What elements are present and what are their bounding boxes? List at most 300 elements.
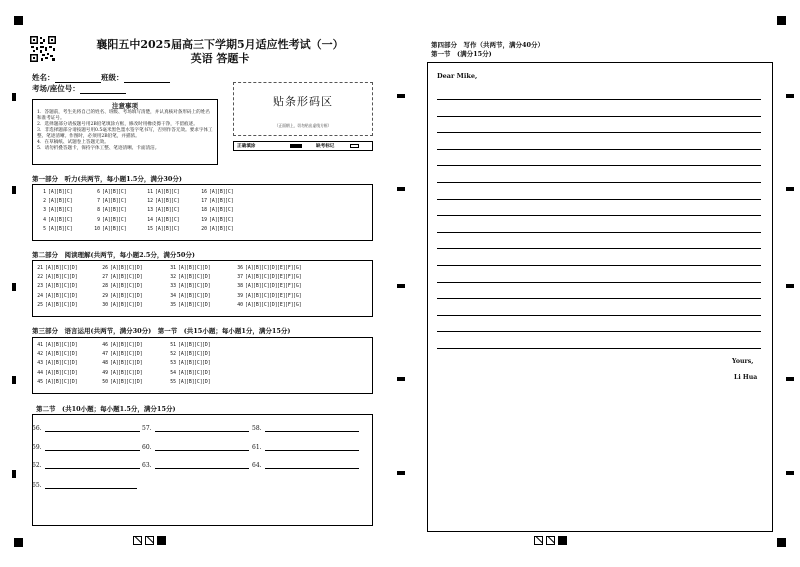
option-bubble[interactable]: [C]: [61, 352, 70, 358]
option-bubble[interactable]: [A]: [245, 293, 254, 299]
option-bubble[interactable]: [A]: [48, 208, 57, 214]
option-bubble[interactable]: [A]: [110, 275, 119, 281]
item-number: 65.: [32, 482, 42, 489]
option-bubble[interactable]: [B]: [53, 352, 62, 358]
option-bubble[interactable]: [C]: [64, 190, 73, 196]
option-bubble[interactable]: [A]: [178, 343, 187, 349]
option-bubble[interactable]: [A]: [45, 379, 54, 385]
option-bubble[interactable]: [A]: [110, 293, 119, 299]
option-bubble[interactable]: [D]: [269, 293, 278, 299]
option-bubble[interactable]: [G]: [293, 284, 302, 290]
option-bubble[interactable]: [B]: [186, 302, 195, 308]
option-bubble[interactable]: [A]: [45, 343, 54, 349]
question-row: [98, 301, 142, 310]
notice-line: 1．答题前，考生先将自己的姓名、班级、考场填写清楚，并认真核对条形码上的姓名和准考证号。: [37, 110, 210, 121]
option-bubble[interactable]: [B]: [53, 343, 62, 349]
option-bubble[interactable]: [E]: [277, 275, 286, 281]
option-bubble[interactable]: [C]: [118, 190, 127, 196]
option-bubble[interactable]: [A]: [155, 226, 164, 232]
answer-line-65[interactable]: [32, 481, 137, 489]
option-bubble[interactable]: [C]: [171, 199, 180, 205]
option-bubble[interactable]: [A]: [45, 370, 54, 376]
option-bubble[interactable]: [A]: [45, 352, 54, 358]
title-line-1: 襄阳五中2025届高三下学期5月适应性考试（一）: [96, 38, 344, 51]
option-bubble[interactable]: [C]: [225, 208, 234, 214]
part4-heading: 第四部分 写作（共两节，满分40分）: [431, 41, 545, 49]
option-bubble[interactable]: [A]: [48, 199, 57, 205]
option-bubble[interactable]: [D]: [269, 266, 278, 272]
option-bubble[interactable]: [G]: [293, 266, 302, 272]
option-bubble[interactable]: [B]: [56, 199, 65, 205]
option-bubble[interactable]: [D]: [134, 266, 143, 272]
option-bubble[interactable]: [B]: [186, 379, 195, 385]
option-bubble[interactable]: [D]: [269, 284, 278, 290]
writing-line: [437, 132, 761, 133]
option-bubble[interactable]: [C]: [61, 302, 70, 308]
option-bubble[interactable]: [B]: [118, 352, 127, 358]
option-bubble[interactable]: [B]: [53, 275, 62, 281]
option-bubble[interactable]: [A]: [178, 379, 187, 385]
question-row: [36, 216, 72, 225]
option-bubble[interactable]: [C]: [61, 275, 70, 281]
notice-heading: 注意事项: [112, 102, 138, 110]
option-bubble[interactable]: [F]: [285, 284, 294, 290]
option-bubble[interactable]: [A]: [245, 302, 254, 308]
barcode-sub: （正面朝上，切勿贴出虚线方框）: [274, 123, 332, 128]
option-bubble[interactable]: [B]: [118, 275, 127, 281]
option-bubble[interactable]: [A]: [45, 302, 54, 308]
option-bubble[interactable]: [A]: [209, 208, 218, 214]
option-bubble[interactable]: [A]: [209, 199, 218, 205]
option-bubble[interactable]: [C]: [61, 370, 70, 376]
option-bubble[interactable]: [C]: [261, 266, 270, 272]
option-bubble[interactable]: [D]: [69, 266, 78, 272]
option-bubble[interactable]: [B]: [186, 370, 195, 376]
option-bubble[interactable]: [B]: [53, 284, 62, 290]
option-bubble[interactable]: [E]: [277, 302, 286, 308]
option-bubble[interactable]: [F]: [285, 302, 294, 308]
option-bubble[interactable]: [C]: [61, 293, 70, 299]
item-number: 56.: [32, 425, 42, 432]
question-number: 36: [237, 266, 243, 272]
option-bubble[interactable]: [A]: [45, 275, 54, 281]
question-number: 25: [37, 302, 43, 308]
question-number: 54: [170, 370, 176, 376]
option-bubble[interactable]: [D]: [69, 275, 78, 281]
writing-line: [437, 165, 761, 166]
option-bubble[interactable]: [C]: [126, 302, 135, 308]
option-bubble[interactable]: [C]: [171, 226, 180, 232]
option-bubble[interactable]: [C]: [126, 293, 135, 299]
edge-mark: [397, 94, 405, 98]
option-bubble[interactable]: [B]: [253, 293, 262, 299]
option-bubble[interactable]: [D]: [69, 370, 78, 376]
option-bubble[interactable]: [D]: [202, 302, 211, 308]
question-row: [143, 216, 179, 225]
option-bubble[interactable]: [A]: [48, 226, 57, 232]
question-row: [33, 264, 77, 273]
option-bubble[interactable]: [A]: [45, 266, 54, 272]
question-row: [166, 350, 210, 359]
option-bubble[interactable]: [A]: [178, 266, 187, 272]
option-bubble[interactable]: [B]: [53, 266, 62, 272]
option-bubble[interactable]: [B]: [163, 190, 172, 196]
option-bubble[interactable]: [B]: [53, 302, 62, 308]
corner-mark-top-right: [777, 16, 786, 25]
notice-line: 5．请勿折叠答题卡，保持字体工整、笔迹清晰、卡面清洁。: [37, 146, 160, 151]
option-bubble[interactable]: [B]: [163, 208, 172, 214]
option-bubble[interactable]: [E]: [277, 293, 286, 299]
answer-line-60[interactable]: [142, 443, 249, 451]
question-row: [33, 341, 77, 350]
option-bubble[interactable]: [C]: [261, 275, 270, 281]
option-bubble[interactable]: [D]: [202, 275, 211, 281]
option-bubble[interactable]: [A]: [110, 302, 119, 308]
question-row: [33, 282, 77, 291]
option-bubble[interactable]: [A]: [45, 293, 54, 299]
option-bubble[interactable]: [A]: [110, 284, 119, 290]
qr-code-icon: [30, 36, 56, 62]
option-bubble[interactable]: [A]: [245, 275, 254, 281]
class-label: 班级：: [101, 73, 124, 82]
option-bubble[interactable]: [D]: [202, 352, 211, 358]
option-bubble[interactable]: [C]: [171, 217, 180, 223]
option-bubble[interactable]: [B]: [163, 226, 172, 232]
answer-line-56[interactable]: [32, 424, 140, 432]
option-bubble[interactable]: [D]: [69, 379, 78, 385]
correct-fill-sample: [290, 144, 302, 148]
option-bubble[interactable]: [B]: [217, 217, 226, 223]
part2-col: [33, 264, 77, 310]
option-bubble[interactable]: [B]: [53, 361, 62, 367]
question-number: 42: [37, 352, 43, 358]
option-bubble[interactable]: [G]: [293, 275, 302, 281]
option-bubble[interactable]: [C]: [225, 226, 234, 232]
option-bubble[interactable]: [C]: [126, 379, 135, 385]
option-bubble[interactable]: [D]: [202, 293, 211, 299]
option-bubble[interactable]: [B]: [56, 208, 65, 214]
option-bubble[interactable]: [C]: [126, 370, 135, 376]
timing-marks-left: [133, 536, 166, 545]
option-bubble[interactable]: [B]: [118, 379, 127, 385]
option-bubble[interactable]: [B]: [118, 343, 127, 349]
option-bubble[interactable]: [B]: [186, 266, 195, 272]
option-bubble[interactable]: [A]: [110, 352, 119, 358]
item-number: 60.: [142, 444, 152, 451]
option-bubble[interactable]: [B]: [53, 370, 62, 376]
answer-line-62[interactable]: [32, 461, 140, 469]
option-bubble[interactable]: [C]: [194, 370, 203, 376]
option-bubble[interactable]: [A]: [155, 190, 164, 196]
option-bubble[interactable]: [A]: [48, 190, 57, 196]
option-bubble[interactable]: [D]: [134, 352, 143, 358]
option-bubble[interactable]: [A]: [178, 352, 187, 358]
option-bubble[interactable]: [B]: [186, 361, 195, 367]
option-bubble[interactable]: [C]: [261, 293, 270, 299]
question-row: [33, 359, 77, 368]
part3-col: [166, 341, 210, 387]
option-bubble[interactable]: [D]: [134, 370, 143, 376]
option-bubble[interactable]: [D]: [269, 302, 278, 308]
question-number: 51: [170, 343, 176, 349]
option-bubble[interactable]: [E]: [277, 284, 286, 290]
option-bubble[interactable]: [C]: [225, 190, 234, 196]
answer-line-61[interactable]: [252, 443, 359, 451]
option-bubble[interactable]: [C]: [194, 343, 203, 349]
option-bubble[interactable]: [C]: [61, 266, 70, 272]
option-bubble[interactable]: [D]: [202, 284, 211, 290]
question-number: 5: [43, 226, 46, 232]
option-bubble[interactable]: [D]: [202, 370, 211, 376]
option-bubble[interactable]: [C]: [194, 266, 203, 272]
option-bubble[interactable]: [C]: [126, 266, 135, 272]
question-row: [36, 197, 72, 206]
option-bubble[interactable]: [B]: [253, 266, 262, 272]
question-row: [98, 292, 142, 301]
option-bubble[interactable]: [C]: [118, 217, 127, 223]
option-bubble[interactable]: [A]: [209, 217, 218, 223]
option-bubble[interactable]: [B]: [163, 199, 172, 205]
option-bubble[interactable]: [D]: [134, 343, 143, 349]
option-bubble[interactable]: [B]: [56, 226, 65, 232]
option-bubble[interactable]: [A]: [178, 293, 187, 299]
option-bubble[interactable]: [A]: [155, 217, 164, 223]
option-bubble[interactable]: [C]: [64, 199, 73, 205]
option-bubble[interactable]: [B]: [118, 361, 127, 367]
question-number: 53: [170, 361, 176, 367]
option-bubble[interactable]: [D]: [134, 361, 143, 367]
edge-mark: [786, 94, 794, 98]
option-bubble[interactable]: [D]: [134, 284, 143, 290]
option-bubble[interactable]: [C]: [126, 275, 135, 281]
option-bubble[interactable]: [C]: [194, 379, 203, 385]
option-bubble[interactable]: [B]: [186, 343, 195, 349]
writing-line: [437, 99, 761, 100]
option-bubble[interactable]: [A]: [48, 217, 57, 223]
option-bubble[interactable]: [C]: [261, 284, 270, 290]
option-bubble[interactable]: [B]: [253, 275, 262, 281]
question-number: 45: [37, 379, 43, 385]
option-bubble[interactable]: [F]: [285, 275, 294, 281]
question-row: [33, 273, 77, 282]
option-bubble[interactable]: [D]: [134, 302, 143, 308]
question-number: 29: [102, 293, 108, 299]
option-bubble[interactable]: [A]: [110, 343, 119, 349]
option-bubble[interactable]: [B]: [118, 370, 127, 376]
option-bubble[interactable]: [C]: [194, 361, 203, 367]
option-bubble[interactable]: [B]: [118, 302, 127, 308]
option-bubble[interactable]: [F]: [285, 293, 294, 299]
option-bubble[interactable]: [D]: [69, 352, 78, 358]
option-bubble[interactable]: [D]: [69, 343, 78, 349]
option-bubble[interactable]: [C]: [64, 226, 73, 232]
part1-col: [36, 188, 72, 234]
question-row: [166, 282, 210, 291]
option-bubble[interactable]: [B]: [110, 226, 119, 232]
option-bubble[interactable]: [A]: [245, 266, 254, 272]
option-bubble[interactable]: [B]: [53, 379, 62, 385]
option-bubble[interactable]: [C]: [194, 352, 203, 358]
option-bubble[interactable]: [A]: [110, 370, 119, 376]
closing: Yours,: [732, 358, 754, 365]
option-bubble[interactable]: [B]: [217, 199, 226, 205]
option-bubble[interactable]: [A]: [110, 379, 119, 385]
option-bubble[interactable]: [B]: [186, 293, 195, 299]
option-bubble[interactable]: [D]: [202, 266, 211, 272]
answer-line-63[interactable]: [142, 461, 249, 469]
question-row: [90, 197, 126, 206]
class-field[interactable]: [101, 72, 170, 83]
option-bubble[interactable]: [C]: [194, 284, 203, 290]
answer-line-57[interactable]: [142, 424, 249, 432]
option-bubble[interactable]: [A]: [178, 361, 187, 367]
option-bubble[interactable]: [B]: [110, 199, 119, 205]
option-bubble[interactable]: [C]: [61, 343, 70, 349]
question-number: 34: [170, 293, 176, 299]
option-bubble[interactable]: [B]: [110, 208, 119, 214]
option-bubble[interactable]: [A]: [45, 361, 54, 367]
option-bubble[interactable]: [D]: [134, 379, 143, 385]
option-bubble[interactable]: [B]: [217, 226, 226, 232]
name-field[interactable]: [32, 72, 101, 83]
option-bubble[interactable]: [B]: [186, 275, 195, 281]
option-bubble[interactable]: [B]: [56, 190, 65, 196]
option-bubble[interactable]: [D]: [202, 379, 211, 385]
option-bubble[interactable]: [B]: [253, 302, 262, 308]
option-bubble[interactable]: [C]: [61, 284, 70, 290]
option-bubble[interactable]: [A]: [102, 190, 111, 196]
option-bubble[interactable]: [B]: [110, 217, 119, 223]
answer-line-59[interactable]: [32, 443, 140, 451]
option-bubble[interactable]: [E]: [277, 266, 286, 272]
option-bubble[interactable]: [A]: [178, 302, 187, 308]
option-bubble[interactable]: [A]: [45, 284, 54, 290]
question-number: 26: [102, 266, 108, 272]
writing-line: [437, 248, 761, 249]
option-bubble[interactable]: [A]: [102, 226, 111, 232]
option-bubble[interactable]: [C]: [194, 302, 203, 308]
option-bubble[interactable]: [C]: [194, 293, 203, 299]
option-bubble[interactable]: [A]: [178, 284, 187, 290]
writing-line: [437, 182, 761, 183]
writing-line: [437, 282, 761, 283]
option-bubble[interactable]: [C]: [225, 217, 234, 223]
option-bubble[interactable]: [A]: [110, 266, 119, 272]
option-bubble[interactable]: [A]: [155, 199, 164, 205]
option-bubble[interactable]: [B]: [118, 284, 127, 290]
option-bubble[interactable]: [D]: [69, 361, 78, 367]
option-bubble[interactable]: [D]: [269, 275, 278, 281]
question-number: 23: [37, 284, 43, 290]
option-bubble[interactable]: [C]: [194, 275, 203, 281]
barcode-area: [233, 82, 373, 136]
option-bubble[interactable]: [C]: [225, 199, 234, 205]
question-number: 43: [37, 361, 43, 367]
option-bubble[interactable]: [D]: [202, 343, 211, 349]
absent-mark-box[interactable]: [350, 144, 359, 148]
option-bubble[interactable]: [B]: [217, 208, 226, 214]
option-bubble[interactable]: [A]: [178, 370, 187, 376]
question-number: 24: [37, 293, 43, 299]
option-bubble[interactable]: [C]: [118, 226, 127, 232]
question-number: 22: [37, 275, 43, 281]
option-bubble[interactable]: [D]: [69, 302, 78, 308]
edge-mark: [786, 377, 794, 381]
option-bubble[interactable]: [C]: [171, 190, 180, 196]
option-bubble[interactable]: [C]: [171, 208, 180, 214]
option-bubble[interactable]: [G]: [293, 302, 302, 308]
option-bubble[interactable]: [C]: [118, 199, 127, 205]
question-row: [233, 273, 301, 282]
question-number: 13: [147, 208, 153, 214]
option-bubble[interactable]: [A]: [209, 226, 218, 232]
part1-col: [143, 188, 179, 234]
option-bubble[interactable]: [B]: [110, 190, 119, 196]
option-bubble[interactable]: [B]: [186, 352, 195, 358]
item-number: 62.: [32, 462, 42, 469]
question-row: [166, 292, 210, 301]
option-bubble[interactable]: [D]: [134, 275, 143, 281]
section2-heading: 第二节 (共10小题；每小题1.5分，满分15分): [36, 405, 176, 413]
option-bubble[interactable]: [A]: [155, 208, 164, 214]
option-bubble[interactable]: [F]: [285, 266, 294, 272]
option-bubble[interactable]: [C]: [126, 361, 135, 367]
room-seat-field[interactable]: [32, 83, 126, 94]
option-bubble[interactable]: [C]: [126, 284, 135, 290]
option-bubble[interactable]: [B]: [163, 217, 172, 223]
option-bubble[interactable]: [C]: [118, 208, 127, 214]
option-bubble[interactable]: [C]: [126, 343, 135, 349]
option-bubble[interactable]: [B]: [186, 284, 195, 290]
option-bubble[interactable]: [A]: [102, 208, 111, 214]
option-bubble[interactable]: [D]: [202, 361, 211, 367]
option-bubble[interactable]: [A]: [102, 199, 111, 205]
option-bubble[interactable]: [A]: [110, 361, 119, 367]
option-bubble[interactable]: [A]: [102, 217, 111, 223]
answer-line-58[interactable]: [252, 424, 359, 432]
option-bubble[interactable]: [C]: [61, 379, 70, 385]
option-bubble[interactable]: [D]: [69, 284, 78, 290]
question-row: [36, 206, 72, 215]
option-bubble[interactable]: [B]: [56, 217, 65, 223]
notice-line: 3．非选择题部分请按题号用0.5毫米黑色墨水签字笔书写，否则作答无效。要求字体工整、笔迹清晰。作图时，必须用2B铅笔，并描浓。: [37, 128, 213, 139]
answer-line-64[interactable]: [252, 461, 359, 469]
option-bubble[interactable]: [B]: [118, 293, 127, 299]
option-bubble[interactable]: [A]: [209, 190, 218, 196]
option-bubble[interactable]: [D]: [134, 293, 143, 299]
option-bubble[interactable]: [C]: [61, 361, 70, 367]
option-bubble[interactable]: [D]: [69, 293, 78, 299]
option-bubble[interactable]: [C]: [64, 217, 73, 223]
option-bubble[interactable]: [C]: [64, 208, 73, 214]
question-number: 30: [102, 302, 108, 308]
option-bubble[interactable]: [B]: [217, 190, 226, 196]
option-bubble[interactable]: [B]: [118, 266, 127, 272]
option-bubble[interactable]: [A]: [178, 275, 187, 281]
option-bubble[interactable]: [G]: [293, 293, 302, 299]
question-number: 48: [102, 361, 108, 367]
option-bubble[interactable]: [B]: [53, 293, 62, 299]
part2-heading: 第二部分 阅读理解(共两节，每小题2.5分，满分50分): [32, 251, 196, 259]
option-bubble[interactable]: [C]: [126, 352, 135, 358]
part2-col: [233, 264, 301, 310]
question-row: [90, 188, 126, 197]
question-number: 12: [147, 199, 153, 205]
option-bubble[interactable]: [A]: [245, 284, 254, 290]
option-bubble[interactable]: [B]: [253, 284, 262, 290]
option-bubble[interactable]: [C]: [261, 302, 270, 308]
question-row: [98, 264, 142, 273]
